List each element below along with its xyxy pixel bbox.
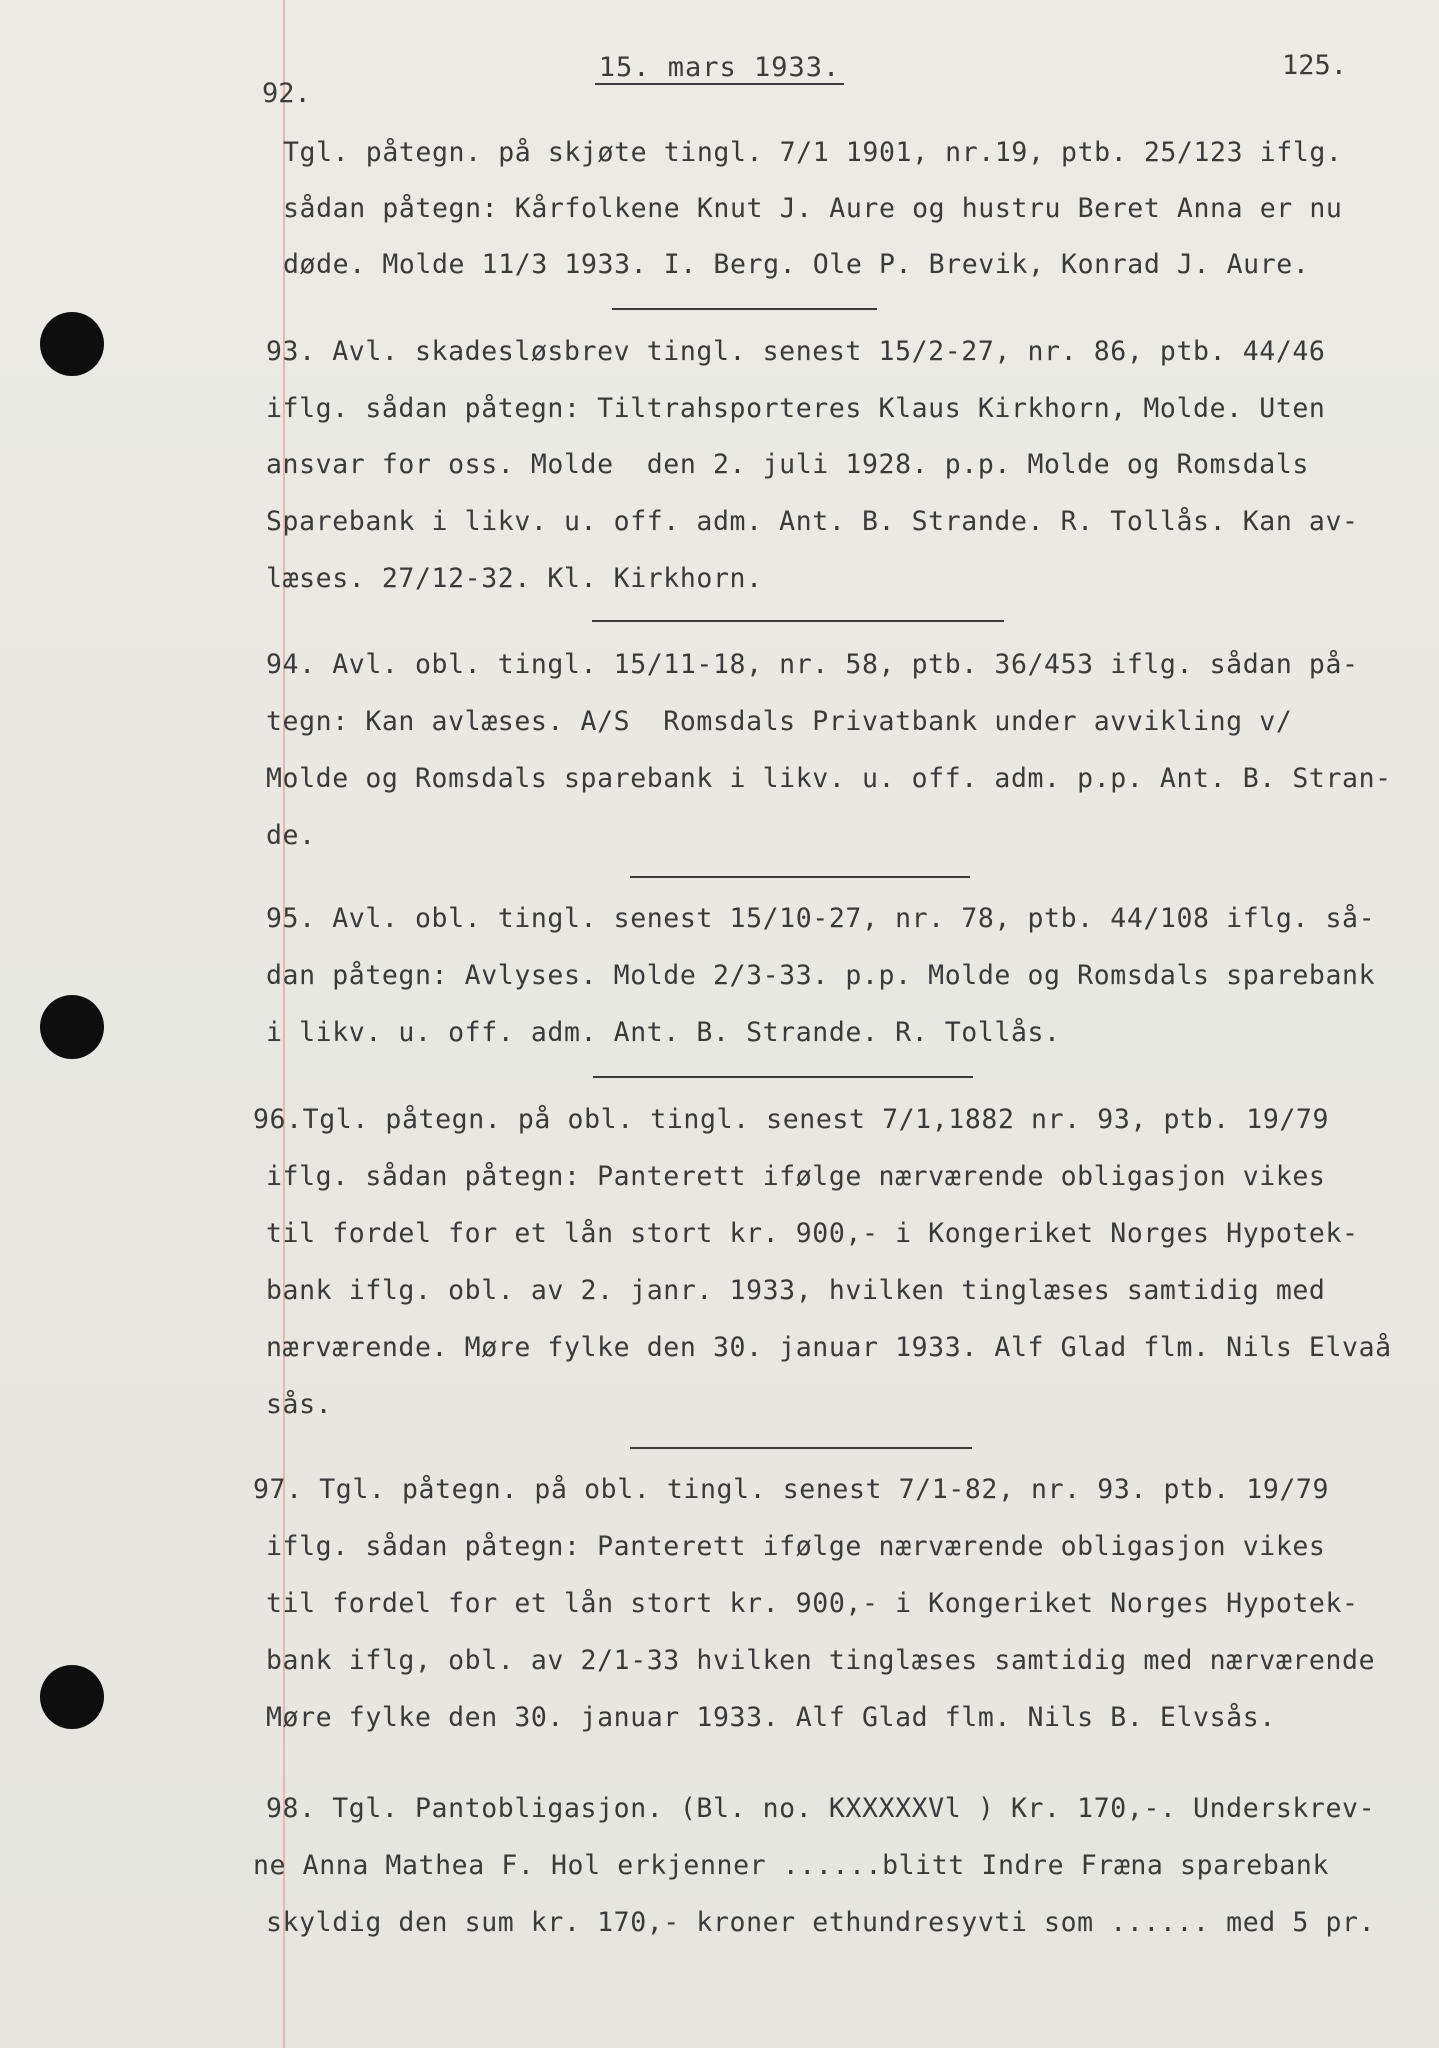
separator-rule — [630, 876, 970, 878]
text-line: skyldig den sum kr. 170,- kroner ethundresyvti som ...... med 5 pr. — [266, 1907, 1376, 1938]
text-line: til fordel for et lån stort kr. 900,- i Kongeriket Norges Hypotek- — [266, 1218, 1359, 1249]
page-date: 15. mars 1933. — [0, 52, 1439, 83]
text-line: ne Anna Mathea F. Hol erkjenner ......blitt Indre Fræna sparebank — [253, 1850, 1330, 1881]
separator-rule — [592, 620, 1004, 622]
entry-number: 92. — [262, 78, 311, 109]
text-line: de. — [266, 820, 316, 851]
text-line: til fordel for et lån stort kr. 900,- i Kongeriket Norges Hypotek- — [266, 1588, 1359, 1619]
punch-hole — [40, 1665, 104, 1729]
separator-rule — [612, 308, 877, 310]
separator-rule — [630, 1447, 972, 1449]
text-line: ansvar for oss. Molde den 2. juli 1928. p.p. Molde og Romsdals — [266, 449, 1309, 480]
text-line: bank iflg, obl. av 2/1-33 hvilken tinglæses samtidig med nærværende — [266, 1645, 1376, 1676]
page-number: 125. — [1282, 50, 1348, 81]
text-line: 95. Avl. obl. tingl. senest 15/10-27, nr. 78, ptb. 44/108 iflg. så- — [266, 903, 1376, 934]
punch-hole — [40, 312, 104, 376]
text-line: sådan påtegn: Kårfolkene Knut J. Aure og hustru Beret Anna er nu — [283, 193, 1343, 224]
text-line: sås. — [266, 1389, 333, 1420]
text-line: 97. Tgl. påtegn. på obl. tingl. senest 7/1-82, nr. 93. ptb. 19/79 — [253, 1474, 1330, 1505]
text-line: tegn: Kan avlæses. A/S Romsdals Privatbank under avvikling v/ — [266, 706, 1293, 737]
text-line: Tgl. påtegn. på skjøte tingl. 7/1 1901, nr.19, ptb. 25/123 iflg. — [283, 137, 1343, 168]
text-line: 98. Tgl. Pantobligasjon. (Bl. no. KXXXXXVl ) Kr. 170,-. Underskrev- — [266, 1793, 1376, 1824]
text-line: iflg. sådan påtegn: Panterett ifølge nærværende obligasjon vikes — [266, 1531, 1326, 1562]
text-line: bank iflg. obl. av 2. janr. 1933, hvilken tinglæses samtidig med — [266, 1275, 1326, 1306]
text-line: nærværende. Møre fylke den 30. januar 1933. Alf Glad flm. Nils Elvaå — [266, 1332, 1392, 1363]
text-line: Sparebank i likv. u. off. adm. Ant. B. Strande. R. Tollås. Kan av- — [266, 506, 1359, 537]
text-line: iflg. sådan påtegn: Panterett ifølge nærværende obligasjon vikes — [266, 1161, 1326, 1192]
text-line: 94. Avl. obl. tingl. 15/11-18, nr. 58, ptb. 36/453 iflg. sådan på- — [266, 649, 1359, 680]
text-line: 96.Tgl. påtegn. på obl. tingl. senest 7/1,1882 nr. 93, ptb. 19/79 — [253, 1104, 1330, 1135]
punch-hole — [40, 995, 104, 1059]
text-line: dan påtegn: Avlyses. Molde 2/3-33. p.p. Molde og Romsdals sparebank — [266, 960, 1376, 991]
text-line: iflg. sådan påtegn: Tiltrahsporteres Klaus Kirkhorn, Molde. Uten — [266, 393, 1326, 424]
text-line: i likv. u. off. adm. Ant. B. Strande. R. Tollås. — [266, 1017, 1061, 1048]
text-line: døde. Molde 11/3 1933. I. Berg. Ole P. Brevik, Konrad J. Aure. — [283, 249, 1310, 280]
text-line: Molde og Romsdals sparebank i likv. u. off. adm. p.p. Ant. B. Stran- — [266, 763, 1392, 794]
text-line: 93. Avl. skadesløsbrev tingl. senest 15/2-27, nr. 86, ptb. 44/46 — [266, 336, 1326, 367]
text-line: Møre fylke den 30. januar 1933. Alf Glad flm. Nils B. Elvsås. — [266, 1702, 1276, 1733]
text-line: læses. 27/12-32. Kl. Kirkhorn. — [266, 563, 763, 594]
separator-rule — [593, 1076, 973, 1078]
